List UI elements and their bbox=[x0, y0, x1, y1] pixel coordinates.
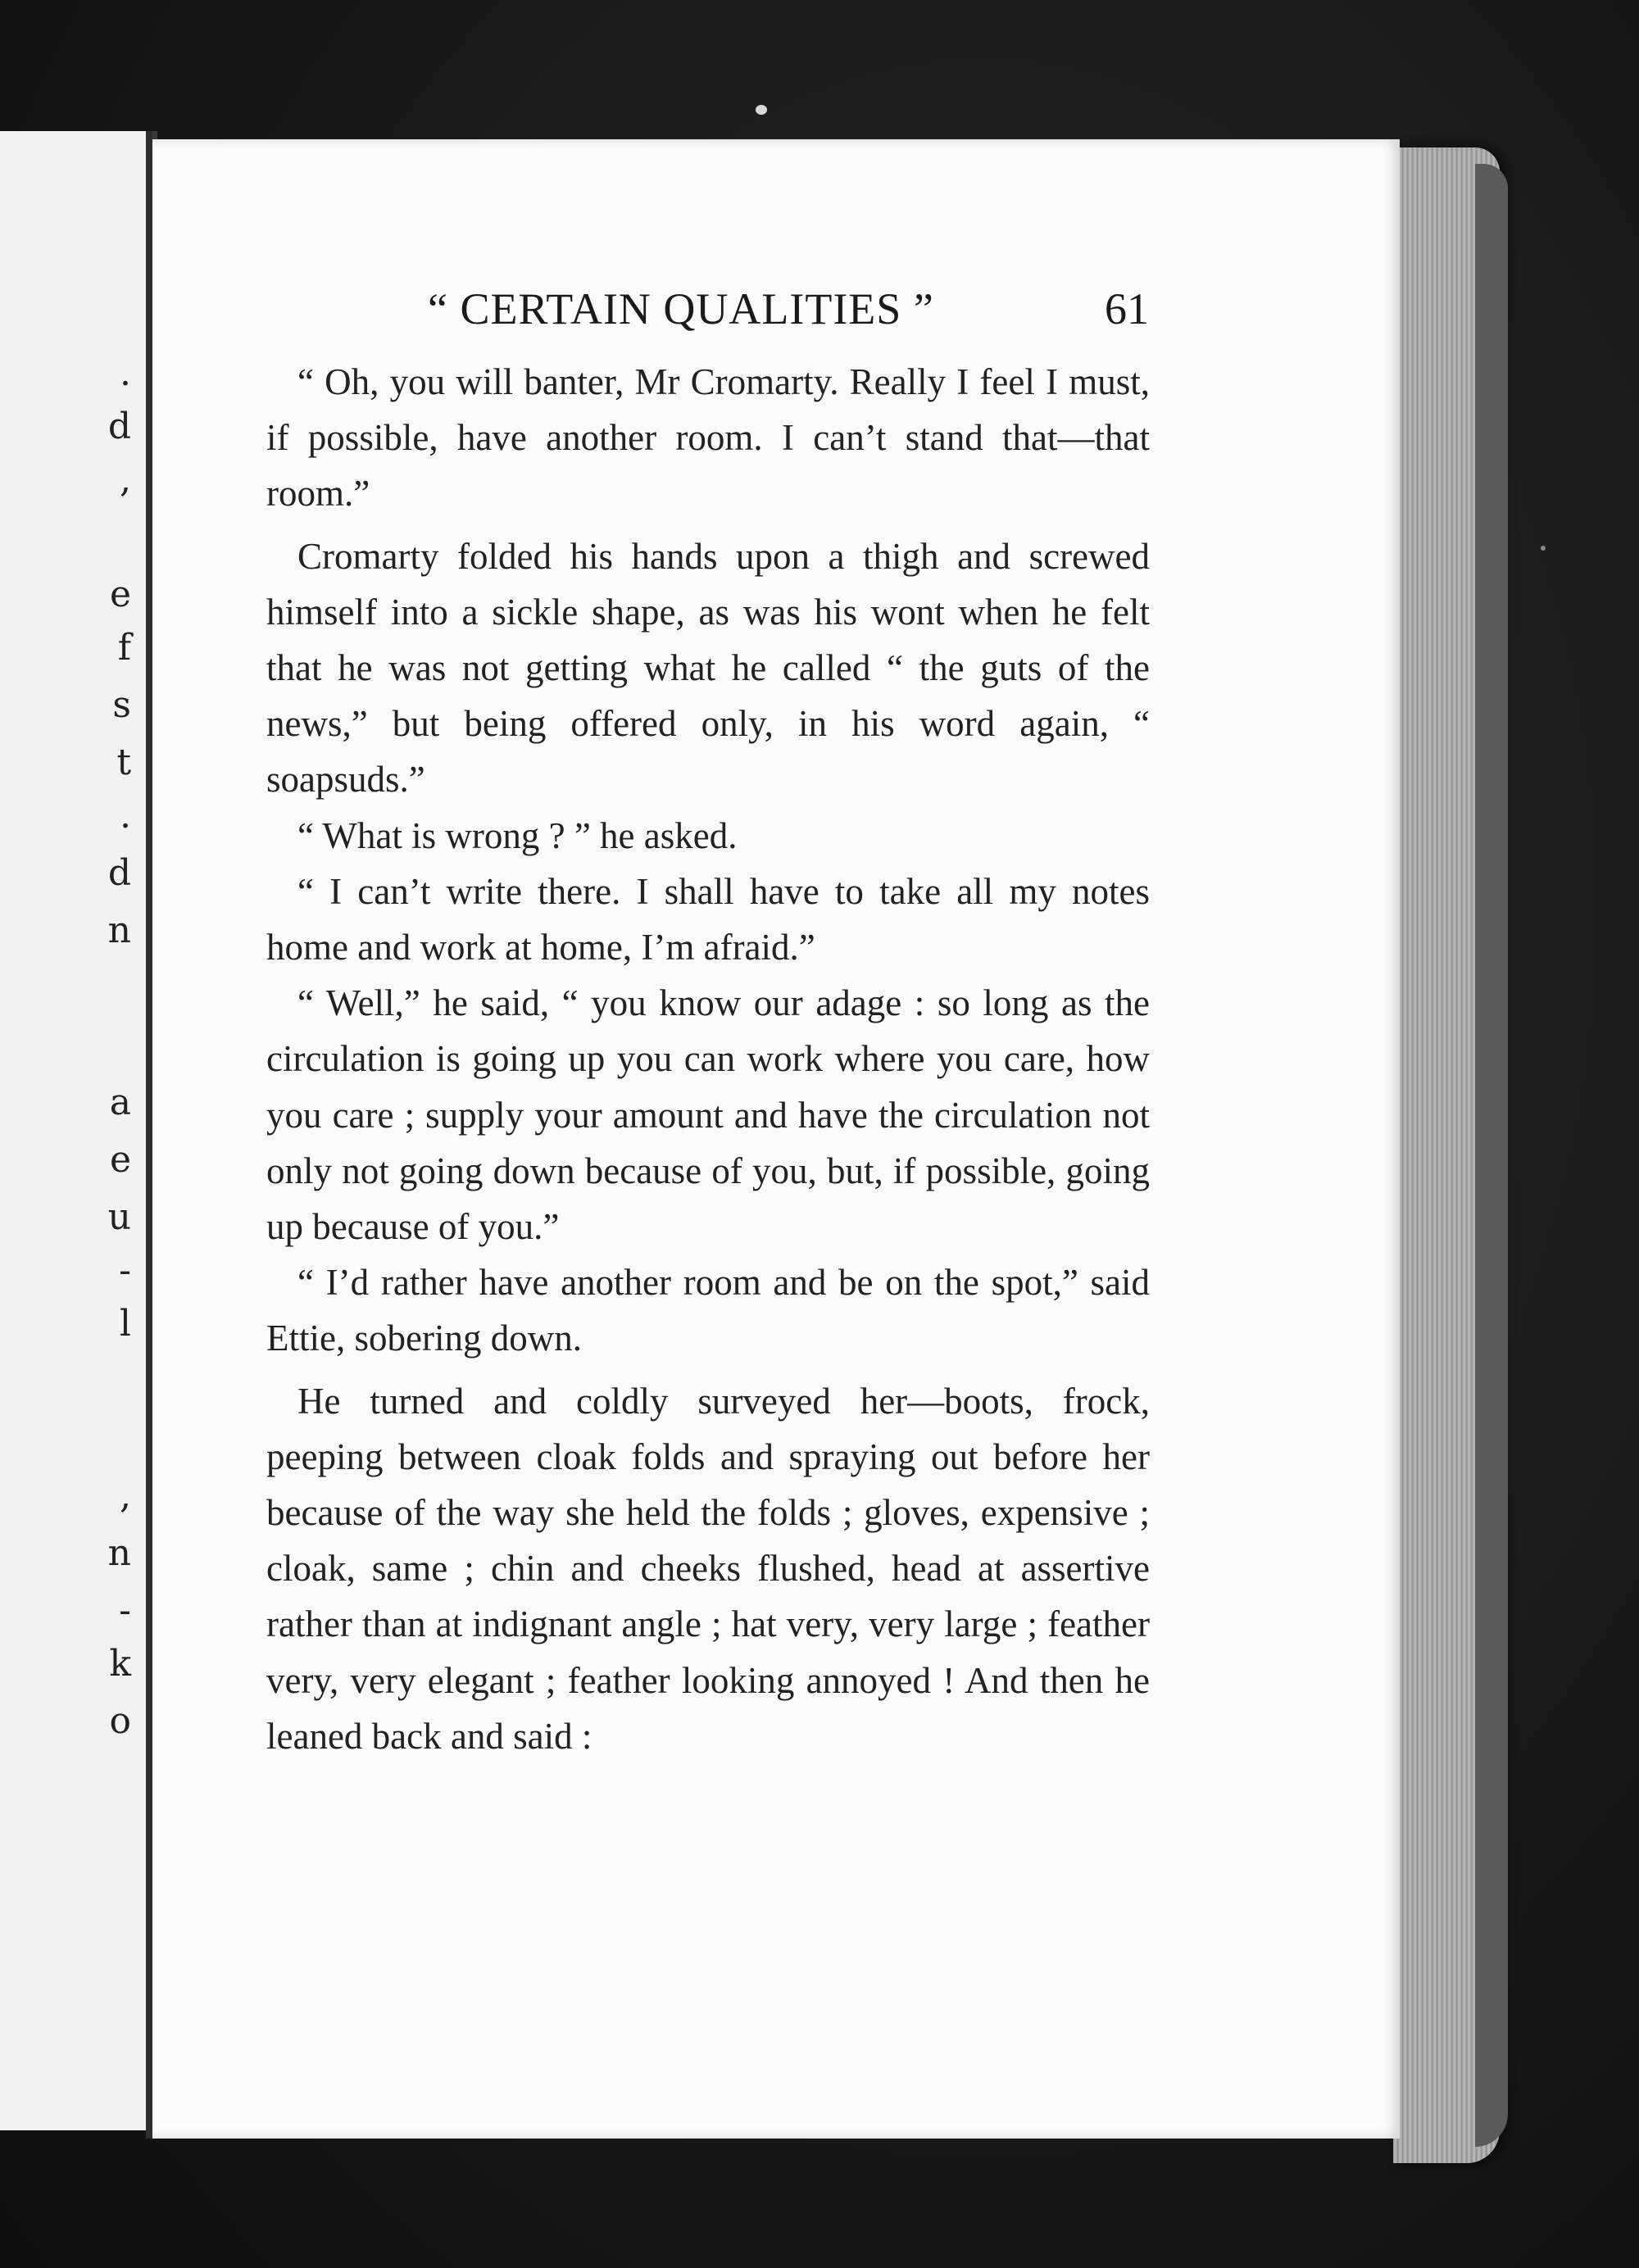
dust-speck bbox=[1541, 546, 1546, 551]
left-page-char: f bbox=[117, 627, 131, 669]
previous-page-edge bbox=[0, 131, 157, 2130]
left-page-char: u bbox=[107, 1196, 131, 1238]
paragraph: “ What is wrong ? ” he asked. bbox=[297, 814, 738, 856]
left-page-char: - bbox=[119, 1250, 131, 1291]
left-page-char: d bbox=[107, 406, 131, 447]
paragraph: “ I can’t write there. I shall have to take all my notes home and work at home, I’m afraid.” bbox=[266, 870, 1150, 968]
left-page-char: e bbox=[109, 1139, 131, 1181]
paragraph: “ Oh, you will banter, Mr Cromarty. Really I feel I must, if possible, have another room. I can’t stand that—that room.” bbox=[266, 361, 1150, 515]
dust-speck bbox=[756, 105, 767, 115]
paragraph: He turned and coldly surveyed her—boots, frock, peeping between cloak folds and spraying out before her because of the way she held the folds ; gloves, expensive ; cloak, same ; chin and cheeks flushed, head at assertive rather than at indignant angle ; hat very, very large ; feather very, very elegant ; feather looking annoyed ! And then he leaned back and said : bbox=[266, 1380, 1150, 1757]
left-page-char: l bbox=[119, 1303, 131, 1345]
left-page-char: , bbox=[120, 1475, 131, 1517]
left-page-char: d bbox=[107, 852, 131, 894]
left-page-char: e bbox=[109, 574, 131, 615]
left-page-char: a bbox=[109, 1082, 131, 1123]
paragraph: “ Well,” he said, “ you know our adage : so long as the circulation is going up you can work where you care, how you care ; supply your amount and have the circulation not only not going down because of you, but, if possible, going up because of you.” bbox=[266, 982, 1150, 1248]
left-page-char: k bbox=[109, 1643, 131, 1685]
paragraph: “ I’d rather have another room and be on the spot,” said Ettie, sobering down. bbox=[266, 1262, 1150, 1359]
left-page-char: , bbox=[120, 459, 131, 501]
page-body bbox=[266, 354, 1150, 1764]
book-cover-edge bbox=[1475, 164, 1508, 2147]
left-page-char: . bbox=[120, 795, 131, 837]
left-page-char: - bbox=[119, 1590, 131, 1631]
left-page-char: . bbox=[120, 352, 131, 394]
left-page-char: t bbox=[116, 742, 131, 783]
page-header bbox=[428, 284, 1157, 341]
left-page-char: s bbox=[112, 684, 131, 726]
left-page-char: n bbox=[107, 1532, 131, 1574]
page-gutter bbox=[146, 131, 152, 2139]
page-number: 61 bbox=[1105, 284, 1149, 333]
running-head: “ CERTAIN QUALITIES ” bbox=[428, 284, 934, 333]
paragraph: Cromarty folded his hands upon a thigh and screwed himself into a sickle shape, as was his wont when he felt that he was not getting what he called “ the guts of the news,” but being offered only, in his word again, “ soapsuds.” bbox=[266, 535, 1150, 801]
left-page-char: o bbox=[109, 1700, 131, 1742]
left-page-char: n bbox=[107, 909, 131, 951]
